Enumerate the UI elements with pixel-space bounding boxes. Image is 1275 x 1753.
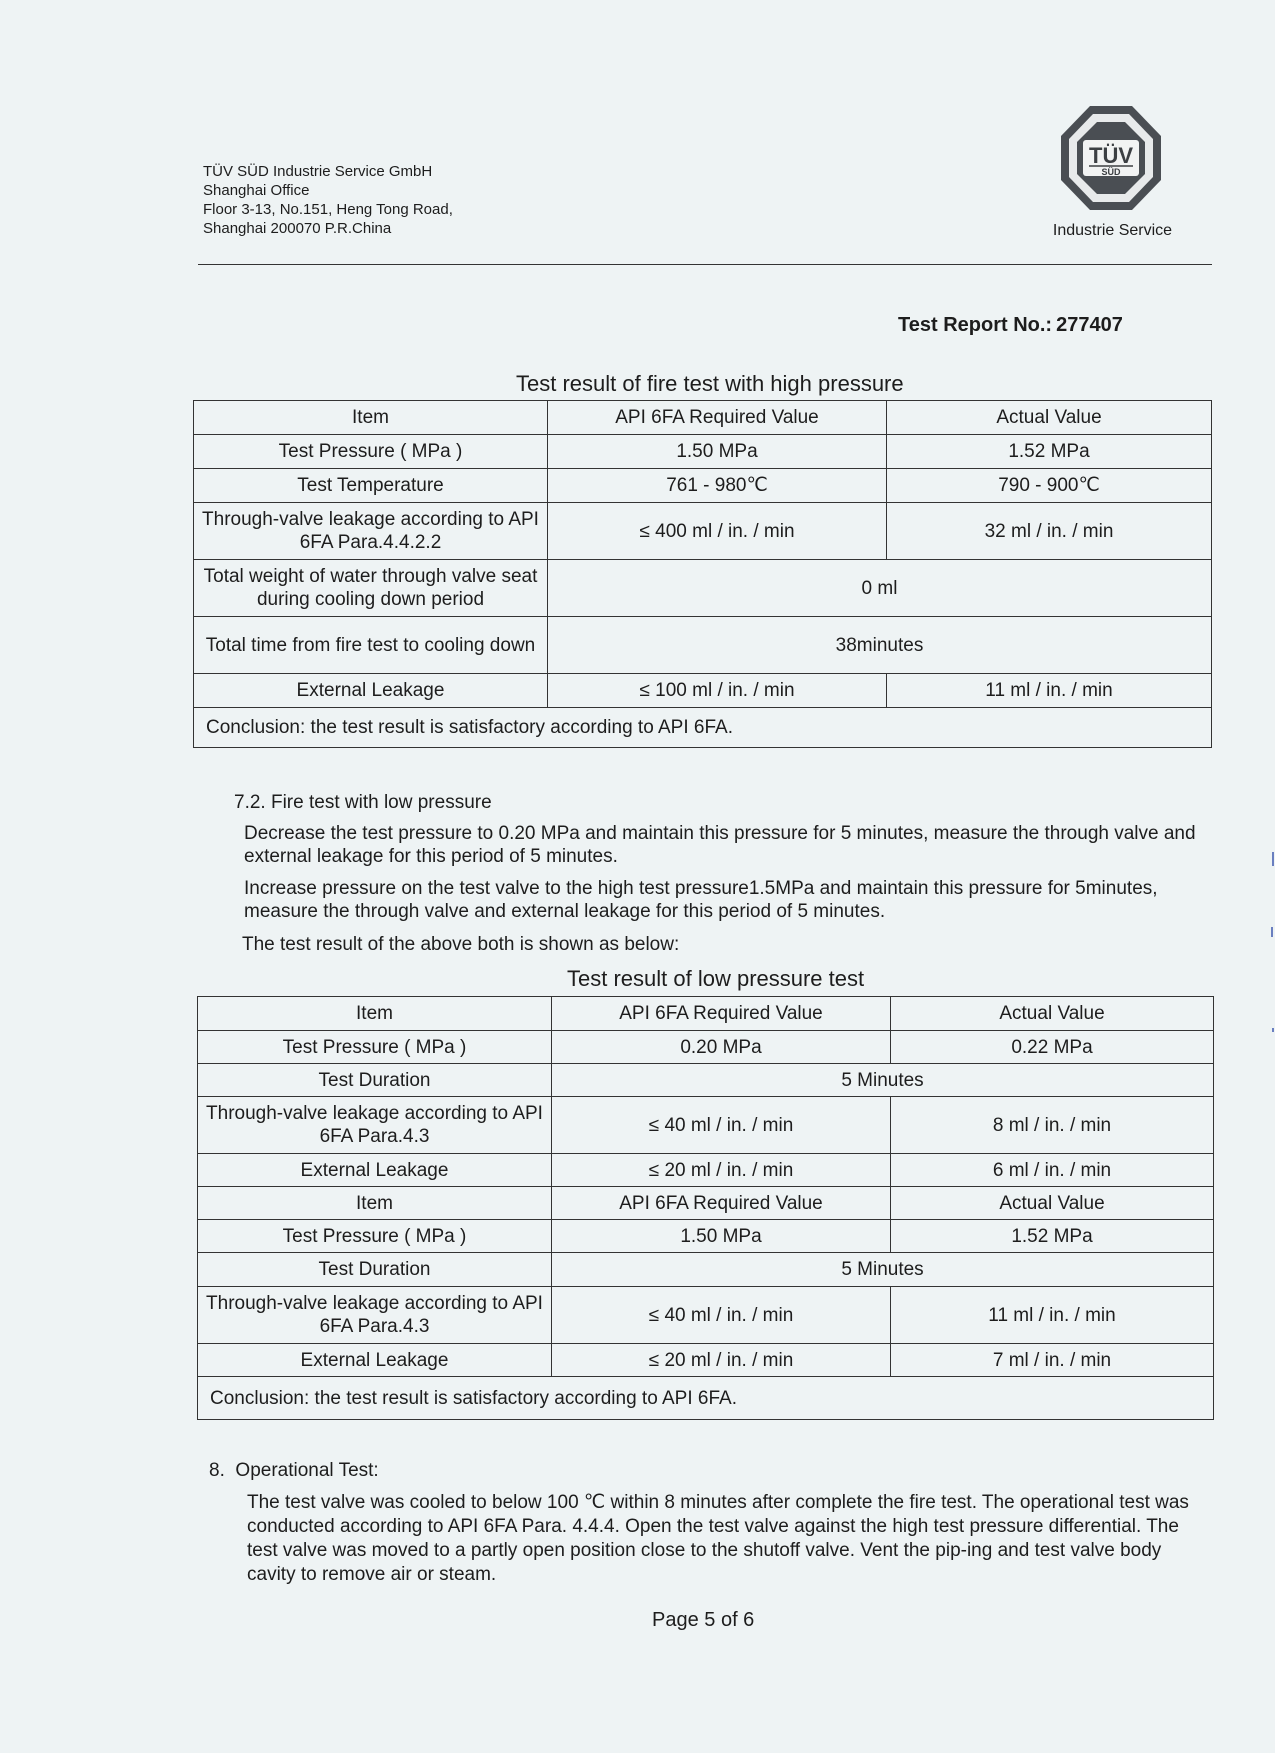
conclusion-cell: Conclusion: the test result is satisfactory according to API 6FA. — [198, 1377, 1214, 1420]
column-header: Item — [194, 401, 548, 435]
merged-value-cell: 5 Minutes — [552, 1253, 1214, 1287]
address-line: TÜV SÜD Industrie Service GmbH — [203, 163, 433, 180]
table-row — [194, 560, 1212, 617]
table-row — [198, 1253, 1214, 1287]
table-row — [198, 1287, 1214, 1344]
required-cell: 0.20 MPa — [552, 1031, 891, 1064]
actual-cell: Actual Value — [891, 1187, 1214, 1220]
table-subheader-row — [198, 1187, 1214, 1220]
high-pressure-table — [193, 400, 1212, 748]
header-divider — [198, 264, 1212, 265]
low-pressure-table — [197, 996, 1214, 1420]
column-header: Item — [198, 997, 552, 1031]
required-cell: ≤ 400 ml / in. / min — [548, 503, 887, 560]
table-row — [198, 1154, 1214, 1187]
item-cell: Item — [198, 1187, 552, 1220]
item-cell: Total time from fire test to cooling down — [194, 617, 548, 674]
item-cell: External Leakage — [194, 674, 548, 708]
table-row — [194, 503, 1212, 560]
address-line: Floor 3-13, No.151, Heng Tong Road, — [203, 201, 453, 218]
address-line: Shanghai Office — [203, 182, 310, 199]
actual-cell: 1.52 MPa — [891, 1220, 1214, 1253]
section-7-2-heading: 7.2. Fire test with low pressure — [234, 792, 492, 813]
logo-sub-text: SÜD — [1101, 167, 1121, 177]
actual-cell: 8 ml / in. / min — [891, 1097, 1214, 1154]
conclusion-row — [198, 1377, 1214, 1420]
scan-edge-mark — [1271, 927, 1273, 937]
required-cell: API 6FA Required Value — [552, 1187, 891, 1220]
address-line: Shanghai 200070 P.R.China — [203, 220, 392, 237]
item-cell: Test Duration — [198, 1064, 552, 1097]
actual-cell: 1.52 MPa — [887, 435, 1212, 469]
merged-value-cell: 5 Minutes — [552, 1064, 1214, 1097]
report-number-value: 277407 — [1056, 314, 1123, 336]
column-header: Actual Value — [891, 997, 1214, 1031]
table-row — [198, 1031, 1214, 1064]
column-header: API 6FA Required Value — [552, 997, 891, 1031]
required-cell: 1.50 MPa — [552, 1220, 891, 1253]
required-cell: 761 - 980℃ — [548, 469, 887, 503]
actual-cell: 6 ml / in. / min — [891, 1154, 1214, 1187]
item-cell: Test Pressure ( MPa ) — [194, 435, 548, 469]
item-cell: Total weight of water through valve seat during cooling down period — [194, 560, 548, 617]
actual-cell: 32 ml / in. / min — [887, 503, 1212, 560]
table-row — [194, 469, 1212, 503]
table-row — [198, 1344, 1214, 1377]
column-header: API 6FA Required Value — [548, 401, 887, 435]
section-7-2-paragraph: The test result of the above both is shown as below: — [242, 934, 680, 955]
actual-cell: 7 ml / in. / min — [891, 1344, 1214, 1377]
report-number-label: Test Report No.: — [898, 314, 1053, 336]
required-cell: ≤ 20 ml / in. / min — [552, 1344, 891, 1377]
table-row — [194, 435, 1212, 469]
section-7-2-paragraph: Decrease the test pressure to 0.20 MPa and maintain this pressure for 5 minutes, measure the through valve and external leakage for this period of 5 minutes. — [244, 823, 1196, 867]
scan-edge-mark — [1272, 1028, 1274, 1032]
section-8-title: Operational Test: — [235, 1460, 379, 1481]
item-cell: External Leakage — [198, 1344, 552, 1377]
logo-main-text: TÜV — [1089, 143, 1133, 168]
required-cell: ≤ 40 ml / in. / min — [552, 1287, 891, 1344]
required-cell: 1.50 MPa — [548, 435, 887, 469]
item-cell: Through-valve leakage according to API 6FA Para.4.4.2.2 — [194, 503, 548, 560]
required-cell: ≤ 40 ml / in. / min — [552, 1097, 891, 1154]
table-header-row — [198, 997, 1214, 1031]
table-row — [194, 617, 1212, 674]
table-row — [194, 674, 1212, 708]
conclusion-cell: Conclusion: the test result is satisfactory according to API 6FA. — [194, 708, 1212, 748]
item-cell: Test Duration — [198, 1253, 552, 1287]
tuv-sud-logo — [1059, 104, 1163, 212]
table-row — [198, 1097, 1214, 1154]
required-cell: ≤ 100 ml / in. / min — [548, 674, 887, 708]
logo-caption: Industrie Service — [1052, 222, 1173, 239]
scan-edge-mark — [1272, 852, 1274, 866]
table-header-row — [194, 401, 1212, 435]
actual-cell: 790 - 900℃ — [887, 469, 1212, 503]
company-address — [203, 162, 453, 238]
section-8-heading — [209, 1459, 379, 1482]
table-row — [198, 1064, 1214, 1097]
actual-cell: 0.22 MPa — [891, 1031, 1214, 1064]
actual-cell: 11 ml / in. / min — [887, 674, 1212, 708]
low-pressure-table-title: Test result of low pressure test — [567, 966, 865, 991]
required-cell: ≤ 20 ml / in. / min — [552, 1154, 891, 1187]
table-row — [198, 1220, 1214, 1253]
high-pressure-table-title: Test result of fire test with high pressure — [516, 371, 904, 396]
conclusion-row — [194, 708, 1212, 748]
column-header: Actual Value — [887, 401, 1212, 435]
item-cell: Test Temperature — [194, 469, 548, 503]
item-cell: Through-valve leakage according to API 6FA Para.4.3 — [198, 1287, 552, 1344]
merged-value-cell: 0 ml — [548, 560, 1212, 617]
actual-cell: 11 ml / in. / min — [891, 1287, 1214, 1344]
merged-value-cell: 38minutes — [548, 617, 1212, 674]
page-number: Page 5 of 6 — [652, 1609, 755, 1631]
item-cell: Through-valve leakage according to API 6FA Para.4.3 — [198, 1097, 552, 1154]
report-number — [894, 314, 1123, 337]
section-8-paragraph: The test valve was cooled to below 100 ℃ within 8 minutes after complete the fire test. The operational test was conducted according to API 6FA Para. 4.4.4. Open the test valve against the high test pressure differential. The test valve was moved to a partly open position close to the shutoff valve. Vent the pip-ing and test valve body cavity to remove air or steam. — [247, 1492, 1189, 1585]
section-7-2-paragraph: Increase pressure on the test valve to the high test pressure1.5MPa and maintain this pressure for 5minutes, measure the through valve and external leakage for this period of 5 minutes. — [244, 878, 1158, 922]
item-cell: Test Pressure ( MPa ) — [198, 1031, 552, 1064]
section-8-number: 8. — [209, 1460, 225, 1481]
item-cell: Test Pressure ( MPa ) — [198, 1220, 552, 1253]
item-cell: External Leakage — [198, 1154, 552, 1187]
